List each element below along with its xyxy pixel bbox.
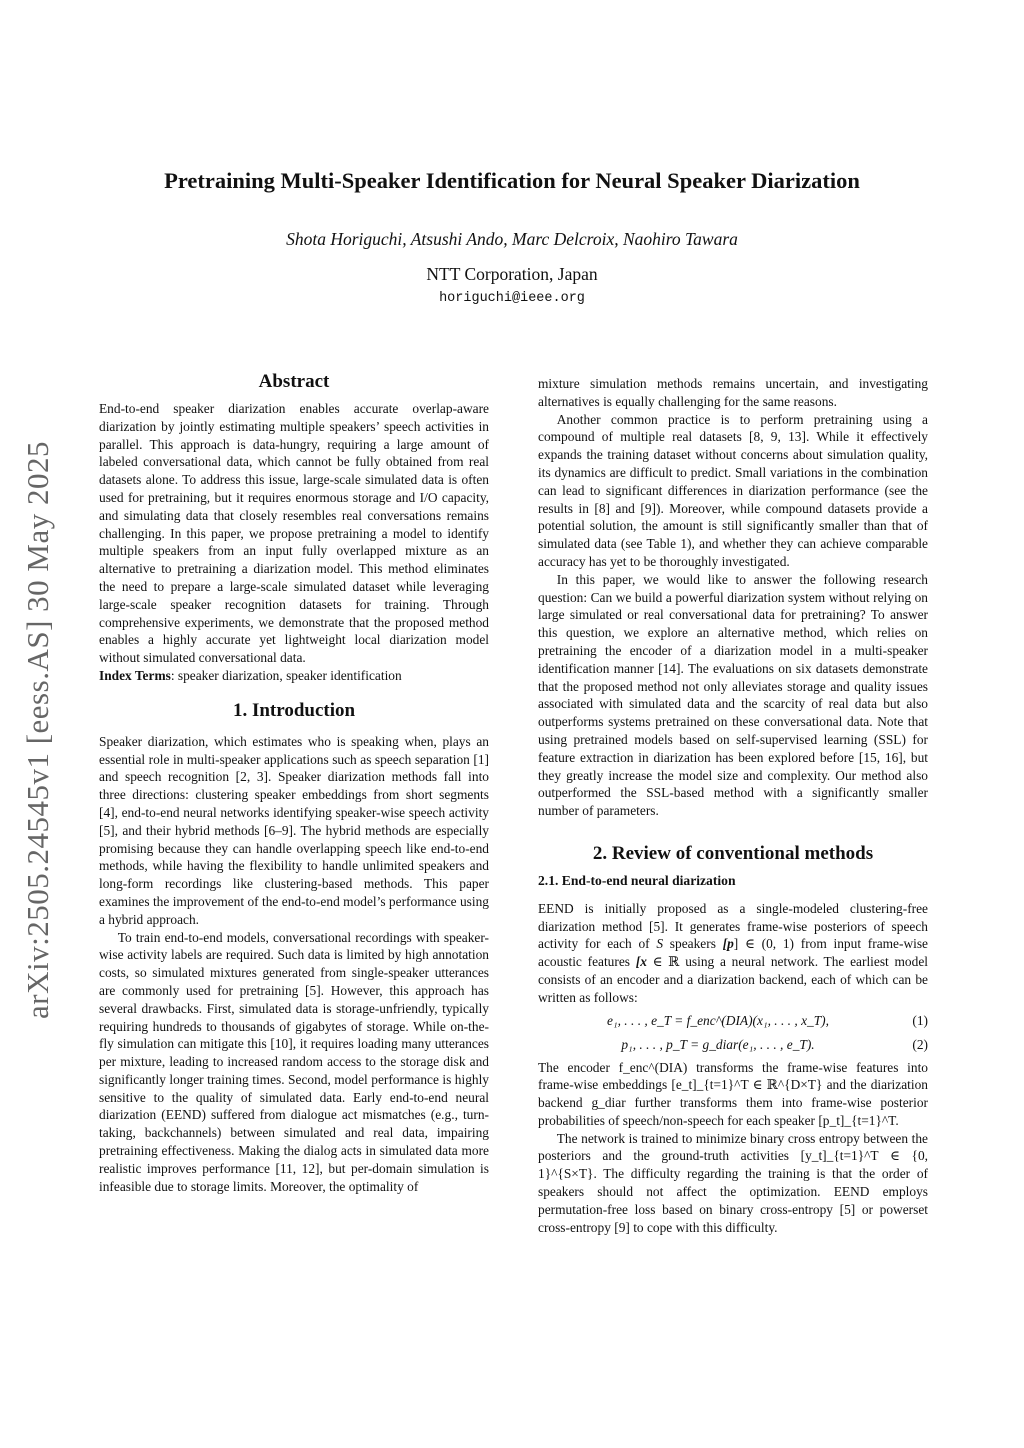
eend-paragraph-3: The network is trained to minimize binary cross entropy between the posteriors and the ground-truth activities [y_t]_{t=1}^T ∈ {0, 1}^{S×T}. The difficulty regarding the training is that the order of speakers should not affect the optimization. EEND employs permutation-free loss based on binary cross-entropy [5] or powerset cross-entropy [9] to cope with this difficulty. bbox=[538, 1130, 928, 1235]
eend-text-a: EEND is initially proposed as a single-modeled clustering-free diarization method [5]. It generates frame-wise posteriors of speech activity for each of bbox=[538, 900, 928, 952]
equation-1-number: (1) bbox=[912, 1012, 928, 1028]
eend-text-c: from input frame-wise acoustic features bbox=[538, 936, 928, 970]
eend-text-d: using a neural network. The earliest model consists of an encoder and a diarization backend, each of which can be written as follows: bbox=[538, 954, 928, 1005]
intro-paragraph-5: In this paper, we would like to answer the following research question: Can we build a powerful diarization system without relying on large simulated or real conversational data for pretraining? To answer this question, we explore an alternative method, which relies on pretraining the encoder of a diarization model in a multi-speaker identification manner [14]. The evaluations on six datasets demonstrate that the proposed method not only alleviates storage and quality issues associated with simulated data and the scarcity of real data but also outperforms systems pretrained on these conversational data. Note that using pretrained models based on self-supervised learning (SSL) for feature extraction in diarization has been explored before [15, 16], but they greatly increase the model size and complexity. Our method also outperformed the SSL-based method with a significantly smaller number of parameters. bbox=[538, 571, 928, 819]
equation-2-number: (2) bbox=[912, 1036, 928, 1052]
author-email: horiguchi@ieee.org bbox=[439, 291, 585, 306]
index-terms-text: : speaker diarization, speaker identification bbox=[170, 667, 402, 683]
math-range-2: ∈ ℝ bbox=[652, 954, 680, 970]
right-column bbox=[538, 375, 928, 1236]
intro-paragraph-2: To train end-to-end models, conversational recordings with speaker-wise activity labels are required. Such data is limited by high annotation costs, so simulated mixtures generated from single-speaker utterances are commonly used for pretraining [5]. However, this approach has several drawbacks. First, simulated data is storage-unfriendly, typically requiring hundreds to thousands of gigabytes of storage. While on-the-fly simulation can mitigate this [10], it requires loading many utterances per mixture, leading to increased random access to the storage disk and significantly longer training times. Second, model performance is highly sensitive to the quality of simulated data. Early end-to-end neural diarization (EEND) suffered from dialogue act mismatches (e.g., turn-taking, backchannels) between simulated and real data, impairing pretraining effectiveness. Making the dialog acts in simulated data more realistic improves performance [11, 12], but per-domain simulation is infeasible due to storage limits. Moreover, the optimality of bbox=[99, 929, 489, 1194]
left-column bbox=[99, 370, 489, 1195]
index-terms-label: Index Terms bbox=[99, 667, 171, 683]
author-list: Shota Horiguchi, Atsushi Ando, Marc Delcroix, Naohiro Tawara bbox=[286, 229, 738, 249]
eend-text-b: speakers bbox=[669, 936, 716, 952]
intro-paragraph-3: mixture simulation methods remains uncertain, and investigating alternatives is equally challenging for the same reasons. bbox=[538, 376, 928, 409]
math-x-vector: [x bbox=[635, 954, 647, 970]
equation-2-body: p₁, . . . , p_T = g_diar(e₁, . . . , e_T). bbox=[621, 1036, 815, 1052]
eend-paragraph-2: The encoder f_enc^(DIA) transforms the frame-wise features into frame-wise embeddings [e_t]_{t=1}^T ∈ ℝ^{D×T} and the diarization backend g_diar further transforms them into frame-wise posterior probabilities of speech/non-speech for each speaker [p_t]_{t=1}^T. bbox=[538, 1059, 928, 1128]
eend-paragraph-1 bbox=[538, 900, 928, 1007]
math-range-1: ∈ (0, 1) bbox=[745, 936, 795, 952]
index-terms bbox=[99, 667, 489, 685]
math-bracket: ] bbox=[733, 936, 739, 952]
paper-title: Pretraining Multi-Speaker Identification for Neural Speaker Diarization bbox=[164, 168, 860, 193]
affiliation: NTT Corporation, Japan bbox=[426, 264, 598, 284]
review-heading: 2. Review of conventional methods bbox=[592, 842, 874, 864]
intro-paragraph-4: Another common practice is to perform pretraining using a compound of multiple real datasets [8, 9, 13]. While it effectively expands the training dataset without concerns about simulation quality, its dynamics are difficult to predict. Small variations in the combination can lead to significant differences in diarization performance (see the results in [8] and [9]). Moreover, while compound datasets provide a potential solution, the amount is still significantly smaller than that of simulated data (see Table 1), and whether they can achieve comparable accuracy has yet to be thoroughly investigated. bbox=[538, 411, 928, 569]
paper-header bbox=[0, 168, 1024, 306]
equation-1-body: e₁, . . . , e_T = f_enc^(DIA)(x₁, . . . , x_T), bbox=[607, 1012, 829, 1028]
equation-2 bbox=[538, 1035, 928, 1055]
abstract-heading: Abstract bbox=[258, 371, 330, 392]
math-posterior-set bbox=[723, 936, 739, 951]
equation-1 bbox=[538, 1011, 928, 1031]
math-p-vector: [p bbox=[722, 936, 734, 952]
arxiv-sidebar bbox=[14, 400, 62, 1060]
intro-paragraph-1: Speaker diarization, which estimates who is speaking when, plays an essential role in multi-speaker applications such as speech separation [1] and speech recognition [2, 3]. Speaker diarization methods fall into three directions: clustering speaker embeddings from short segments [4], end-to-end neural networks identifying speaker-wise speech activity [5], and their hybrid methods [6–9]. The hybrid methods are especially promising because they can handle overlapping speech like end-to-end methods, while having the flexibility to handle unlimited speakers and long-form recordings like clustering-based methods. This paper examines the improvement of the end-to-end model’s performance using a hybrid approach. bbox=[99, 733, 489, 927]
abstract-body: End-to-end speaker diarization enables accurate overlap-aware diarization by jointly estimating multiple speakers’ speech activities in parallel. This approach is data-hungry, requiring a large amount of labeled conversational data, which cannot be fully obtained from real datasets alone. To address this issue, large-scale simulated data is often used for pretraining, but it requires enormous storage and I/O capacity, and simulating data that closely resembles real conversations remains challenging. In this paper, we propose pretraining a model to identify multiple speakers from an input fully overlapped mixture as an alternative to pretraining a diarization model. This method eliminates the need to prepare a large-scale simulated dataset while leveraging large-scale speaker recognition datasets for training. Through comprehensive experiments, we demonstrate that the proposed method enables a highly accurate yet lightweight local diarization model without simulated conversational data. bbox=[99, 401, 489, 666]
math-S: S bbox=[656, 936, 664, 952]
subsection-heading: 2.1. End-to-end neural diarization bbox=[538, 872, 736, 888]
intro-heading: 1. Introduction bbox=[232, 699, 356, 721]
arxiv-identifier: arXiv:2505.24545v1 [eess.AS] 30 May 2025 bbox=[20, 441, 55, 1019]
